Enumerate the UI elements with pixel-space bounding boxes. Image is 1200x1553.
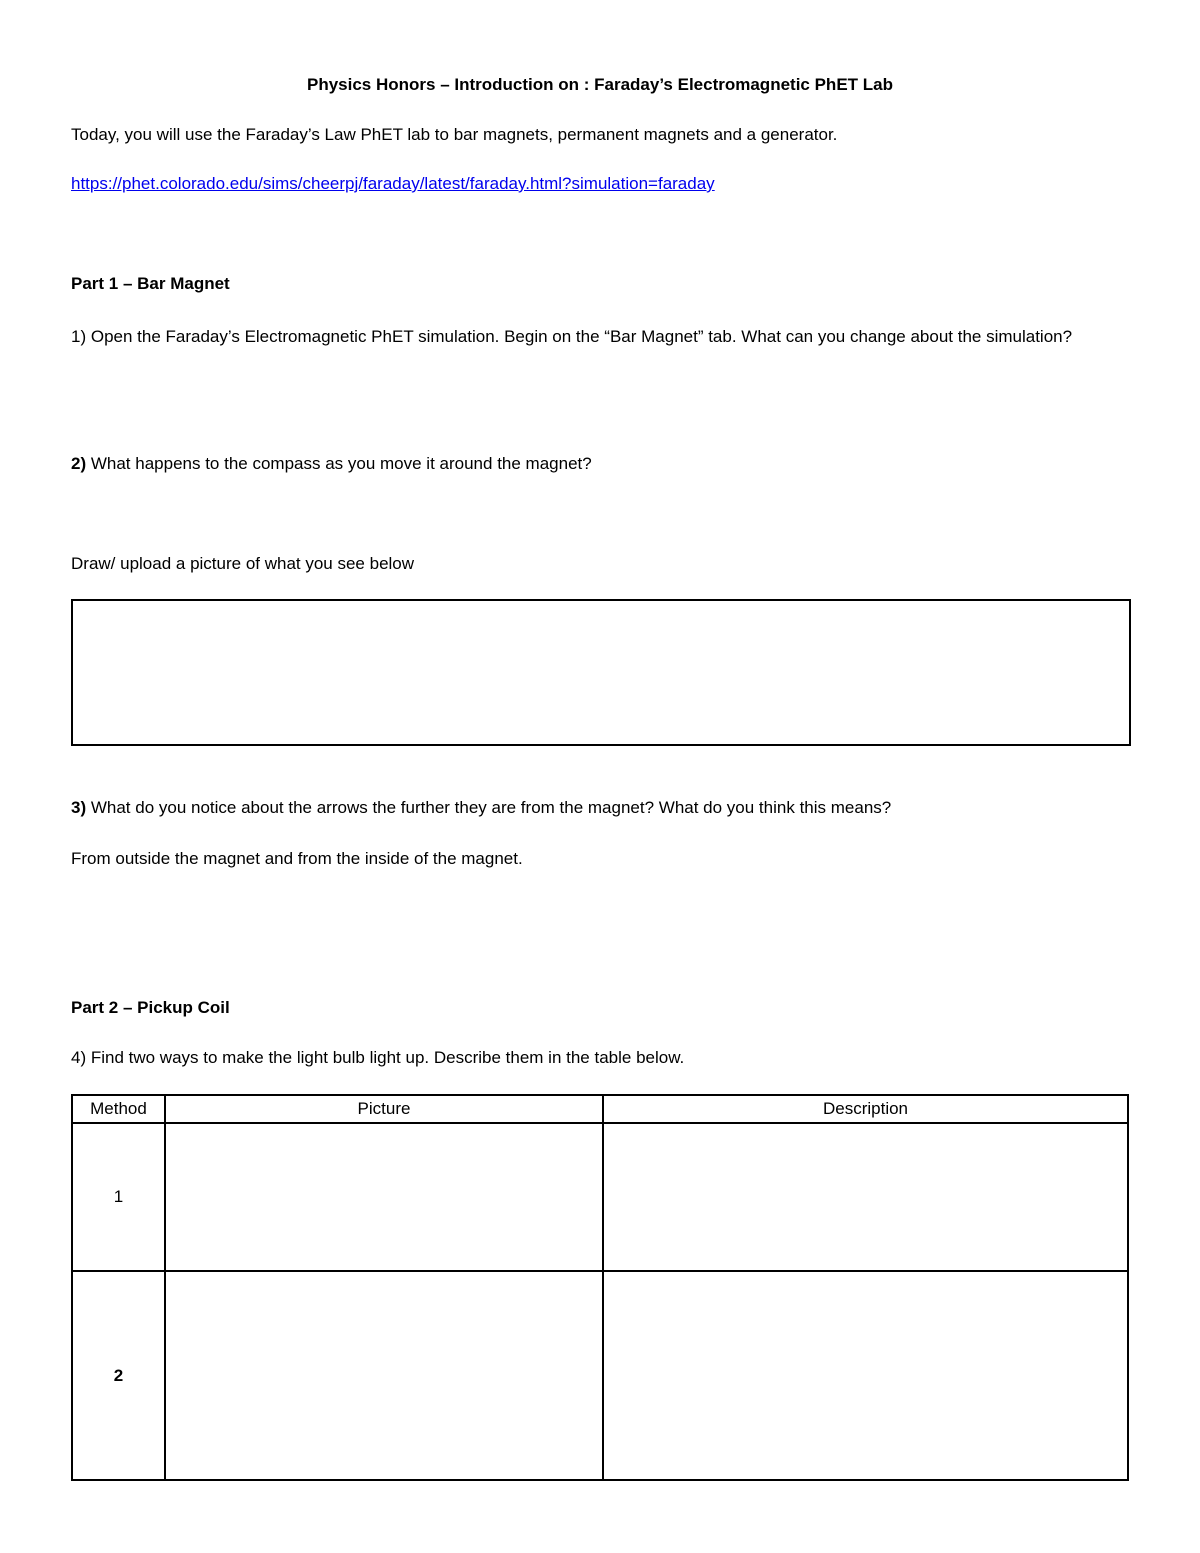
method-cell: 2	[72, 1271, 165, 1480]
table-header-row	[72, 1095, 1128, 1123]
simulation-link[interactable]: https://phet.colorado.edu/sims/cheerpj/faraday/latest/faraday.html?simulation=faraday	[71, 174, 715, 193]
question-2-number: 2)	[71, 454, 87, 473]
header-picture: Picture	[165, 1095, 603, 1123]
intro-text: Today, you will use the Faraday’s Law PhET lab to bar magnets, permanent magnets and a generator.	[71, 125, 838, 144]
document-title: Physics Honors – Introduction on : Faraday’s Electromagnetic PhET Lab	[307, 75, 893, 94]
methods-table	[71, 1094, 1129, 1481]
method-cell: 1	[72, 1123, 165, 1271]
description-cell[interactable]	[603, 1271, 1128, 1480]
question-1-text: Open the Faraday’s Electromagnetic PhET simulation. Begin on the “Bar Magnet” tab. What can you change about the simulation?	[86, 327, 1073, 346]
table-row	[72, 1123, 1128, 1271]
header-description: Description	[603, 1095, 1128, 1123]
question-3-text: What do you notice about the arrows the further they are from the magnet? What do you think this means?	[86, 798, 892, 817]
drawing-area[interactable]	[71, 599, 1131, 746]
picture-cell[interactable]	[165, 1123, 603, 1271]
header-method: Method	[72, 1095, 165, 1123]
question-2	[71, 453, 592, 475]
table-row	[72, 1271, 1128, 1480]
question-2-text: What happens to the compass as you move it around the magnet?	[86, 454, 592, 473]
picture-cell[interactable]	[165, 1271, 603, 1480]
question-3-number: 3)	[71, 798, 87, 817]
question-1-number: 1)	[71, 327, 87, 346]
part2-heading: Part 2 – Pickup Coil	[71, 998, 230, 1017]
draw-prompt: Draw/ upload a picture of what you see below	[71, 554, 415, 573]
question-1	[71, 322, 1131, 352]
description-cell[interactable]	[603, 1123, 1128, 1271]
question-4: 4) Find two ways to make the light bulb light up. Describe them in the table below.	[71, 1048, 685, 1067]
part1-heading: Part 1 – Bar Magnet	[71, 274, 230, 293]
question-3	[71, 797, 891, 819]
question-3-followup: From outside the magnet and from the inside of the magnet.	[71, 849, 523, 868]
